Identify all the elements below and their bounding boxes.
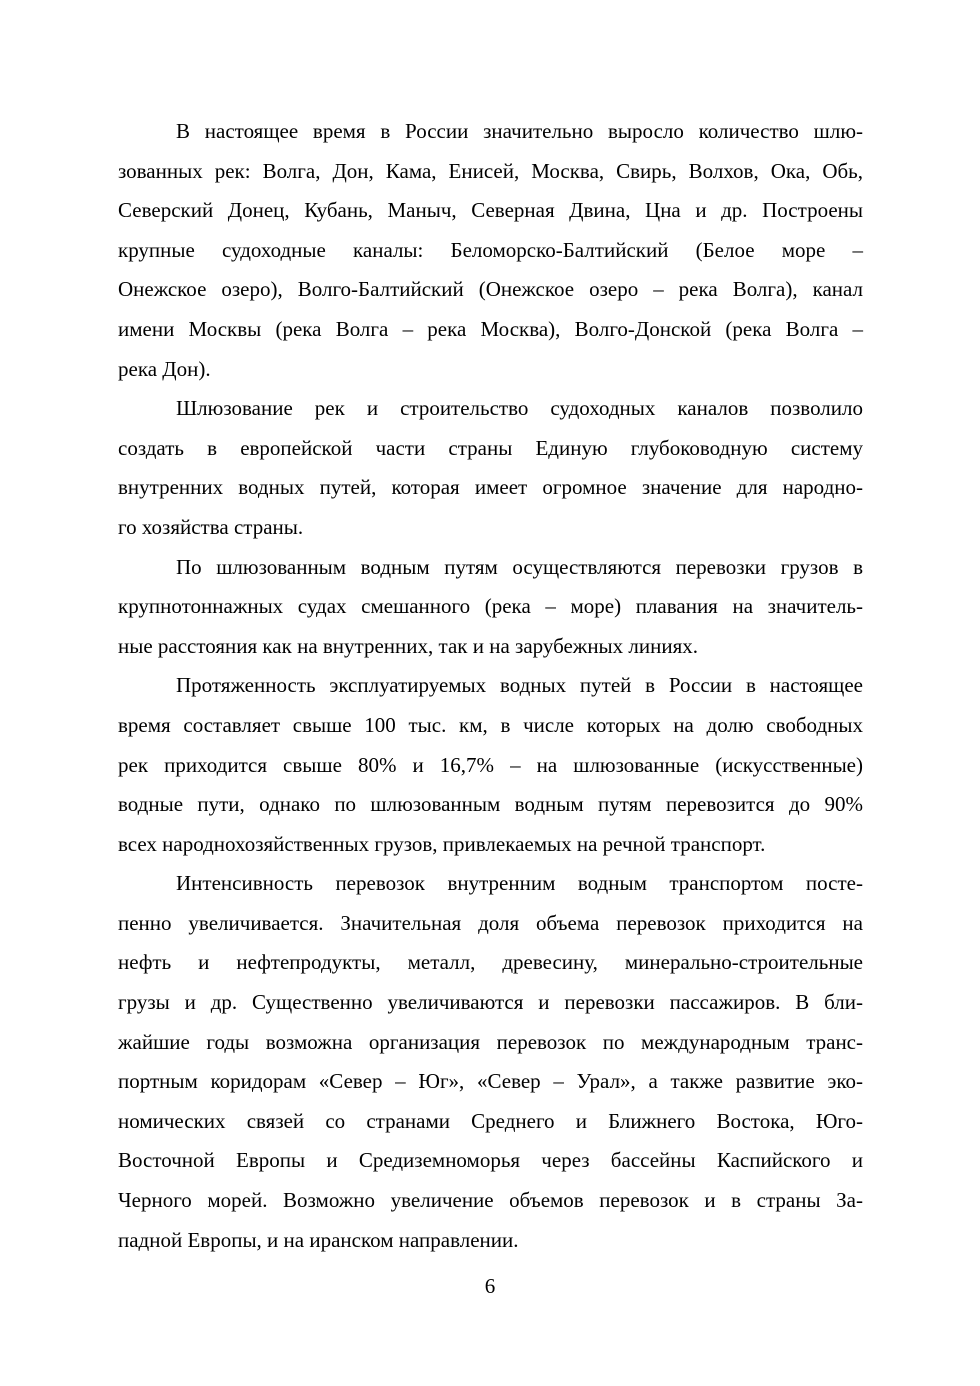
text-line: Протяженность эксплуатируемых водных путей в России в настоящее [176, 673, 863, 698]
text-line: Интенсивность перевозок внутренним водным транспортом посте- [176, 871, 863, 896]
text-line: Северский Донец, Кубань, Маныч, Северная Двина, Цна и др. Построены [118, 198, 863, 223]
paragraph-3 [118, 548, 863, 667]
paragraph-1 [118, 112, 863, 389]
paragraph-5 [118, 864, 863, 1260]
text-line: Онежское озеро), Волго-Балтийский (Онежское озеро – река Волга), канал [118, 277, 863, 302]
text-line: имени Москвы (река Волга – река Москва), Волго-Донской (река Волга – [118, 316, 863, 341]
text-line: внутренних водных путей, которая имеет огромное значение для народно- [118, 475, 863, 500]
text-line: Восточной Европы и Средиземноморья через бассейны Каспийского и [118, 1148, 863, 1173]
text-line: номических связей со странами Среднего и Ближнего Востока, Юго- [118, 1108, 863, 1133]
text-line: го хозяйства страны. [118, 514, 304, 539]
text-line: жайшие годы возможна организация перевозок по международным транс- [118, 1029, 863, 1054]
text-line: рек приходится свыше 80% и 16,7% – на шлюзованные (искусственные) [118, 752, 863, 777]
text-line: крупные судоходные каналы: Беломорско-Балтийский (Белое море – [118, 237, 863, 262]
text-line: Шлюзование рек и строительство судоходных каналов позволило [176, 396, 863, 421]
paragraph-4 [118, 666, 863, 864]
text-line: река Дон). [118, 356, 211, 381]
text-line: пенно увеличивается. Значительная доля объема перевозок приходится на [118, 910, 863, 935]
paragraph-2 [118, 389, 863, 547]
text-line: время составляет свыше 100 тыс. км, в числе которых на долю свободных [118, 712, 863, 737]
text-line: грузы и др. Существенно увеличиваются и перевозки пассажиров. В бли- [118, 990, 863, 1015]
text-line: ные расстояния как на внутренних, так и на зарубежных линиях. [118, 633, 699, 658]
text-line: водные пути, однако по шлюзованным водным путям перевозится до 90% [118, 792, 863, 817]
text-line: создать в европейской части страны Единую глубоководную систему [118, 435, 863, 460]
text-line: портным коридорам «Север – Юг», «Север – Урал», а также развитие эко- [118, 1069, 863, 1094]
text-line: падной Европы, и на иранском направлении. [118, 1227, 519, 1252]
text-line: По шлюзованным водным путям осуществляются перевозки грузов в [176, 554, 863, 579]
text-line: Черного морей. Возможно увеличение объемов перевозок и в страны За- [118, 1188, 863, 1213]
text-line: всех народнохозяйственных грузов, привлекаемых на речной транспорт. [118, 831, 766, 856]
page-number: 6 [484, 1274, 496, 1298]
text-line: зованных рек: Волга, Дон, Кама, Енисей, Москва, Свирь, Волхов, Ока, Обь, [118, 158, 863, 183]
page-body [118, 112, 863, 1260]
text-line: В настоящее время в России значительно выросло количество шлю- [176, 119, 863, 143]
text-line: крупнотоннажных судах смешанного (река – море) плавания на значитель- [118, 594, 863, 619]
text-line: нефть и нефтепродукты, металл, древесину, минерально-строительные [118, 950, 863, 975]
